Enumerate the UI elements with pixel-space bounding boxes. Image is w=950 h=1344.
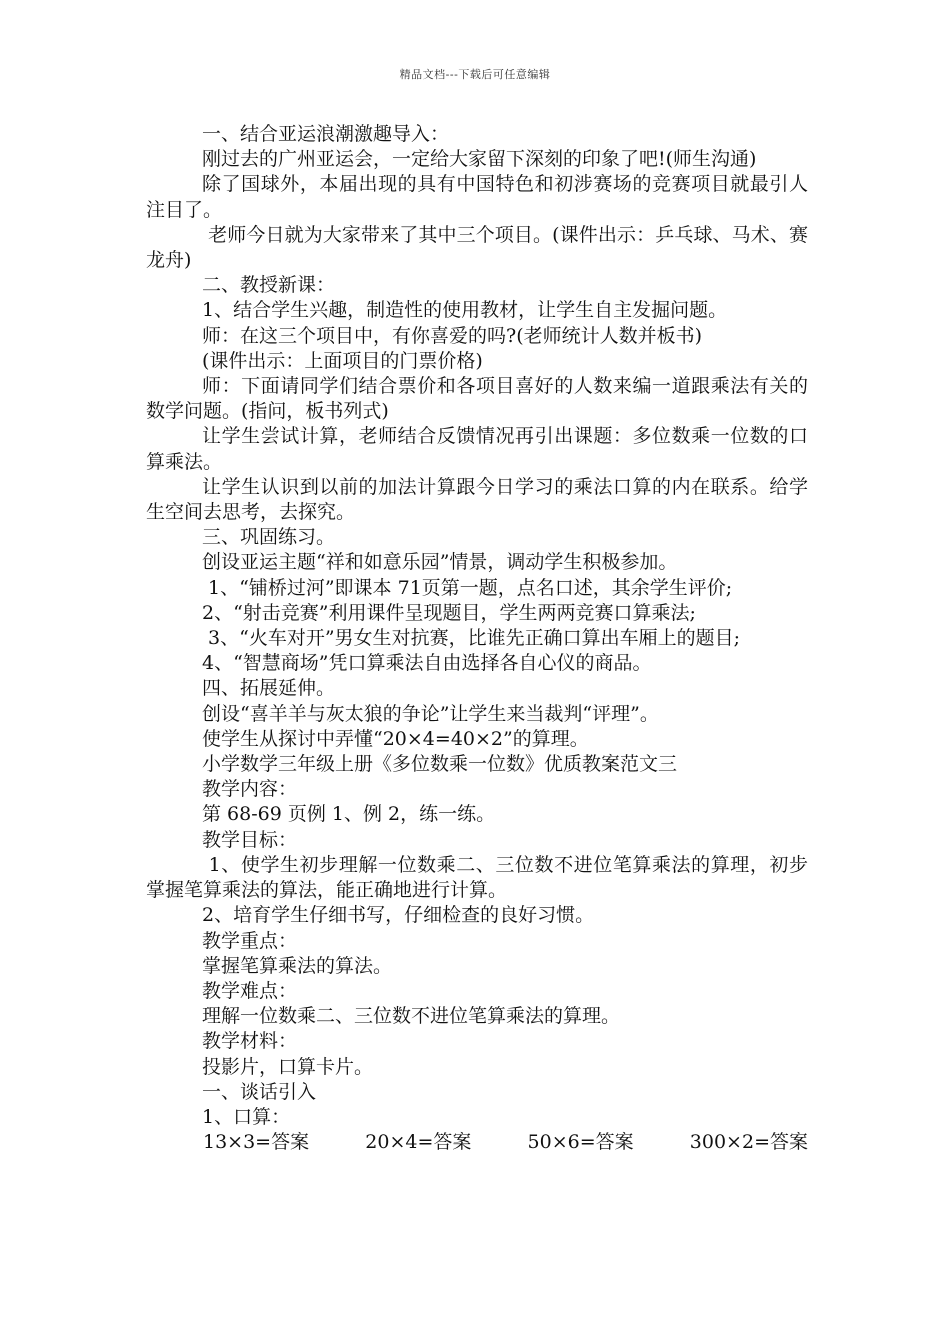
page-header: 精品文档---下载后可任意编辑 [399, 68, 551, 81]
section-heading: 教学重点： [202, 929, 298, 952]
paragraph: 2、培育学生仔细书写，仔细检查的良好习惯。 [202, 904, 595, 927]
section-heading: 一、谈话引入 [202, 1080, 317, 1103]
section-heading: 四、拓展延伸。 [202, 677, 336, 700]
oral-calculation-row [203, 1130, 808, 1155]
section-heading: 教学材料： [202, 1030, 298, 1053]
calculation-item: 300×2=答案 [689, 1131, 808, 1154]
paragraph: 1、结合学生兴趣，制造性的使用教材，让学生自主发掘问题。 [202, 299, 728, 322]
paragraph: 3、“火车对开”男女生对抗赛，比谁先正确口算出车厢上的题目; [202, 627, 740, 650]
paragraph: 使学生从探讨中弄懂“20×4=40×2”的算理。 [202, 727, 589, 750]
paragraph: 老师今日就为大家带来了其中三个项目。(课件出示：乒乓球、马术、赛龙舟) [146, 223, 808, 272]
section-heading: 教学难点： [202, 979, 298, 1002]
paragraph: 刚过去的广州亚运会，一定给大家留下深刻的印象了吧!(师生沟通) [202, 148, 757, 171]
paragraph: 除了国球外，本届出现的具有中国特色和初涉赛场的竞赛项目就最引人注目了。 [146, 173, 808, 221]
calculation-item: 20×4=答案 [365, 1131, 472, 1154]
paragraph: 1、“铺桥过河”即课本 71页第一题，点名口述，其余学生评价; [202, 576, 733, 599]
paragraph: 1、口算： [202, 1105, 291, 1128]
paragraph: 理解一位数乘二、三位数不进位笔算乘法的算理。 [202, 1005, 621, 1028]
paragraph: 掌握笔算乘法的算法。 [202, 954, 393, 977]
paragraph: 让学生认识到以前的加法计算跟今日学习的乘法口算的内在联系。给学生空间去思考，去探究。 [146, 475, 808, 524]
paragraph: 2、“射击竞赛”利用课件呈现题目，学生两两竞赛口算乘法; [202, 601, 696, 624]
paragraph: 创设“喜羊羊与灰太狼的争论”让学生来当裁判“评理”。 [202, 702, 659, 725]
paragraph: 让学生尝试计算，老师结合反馈情况再引出课题：多位数乘一位数的口算乘法。 [146, 425, 808, 473]
section-heading: 三、巩固练习。 [202, 526, 336, 549]
paragraph: 师：下面请同学们结合票价和各项目喜好的人数来编一道跟乘法有关的数学问题。(指问，板书列式) [146, 375, 808, 423]
paragraph: 1、使学生初步理解一位数乘二、三位数不进位笔算乘法的算理，初步掌握笔算乘法的算法，能正确地进行计算。 [146, 853, 808, 902]
paragraph: 师：在这三个项目中，有你喜爱的吗?(老师统计人数并板书) [202, 324, 703, 347]
calculation-item: 50×6=答案 [527, 1131, 634, 1154]
calculation-item: 13×3=答案 [203, 1131, 310, 1154]
section-heading: 教学目标： [202, 828, 298, 851]
paragraph: 投影片，口算卡片。 [202, 1055, 374, 1078]
paragraph: 创设亚运主题“祥和如意乐园”情景，调动学生积极参加。 [202, 551, 678, 574]
paragraph: 第 68-69 页例 1、例 2，练一练。 [202, 803, 496, 826]
paragraph: 一、结合亚运浪潮激趣导入： [202, 123, 450, 145]
section-heading: 二、教授新课： [202, 274, 336, 297]
section-heading: 教学内容： [202, 778, 298, 801]
paragraph: 4、“智慧商场”凭口算乘法自由选择各自心仪的商品。 [202, 652, 652, 675]
paragraph: (课件出示：上面项目的门票价格) [202, 349, 483, 372]
document-body [146, 122, 808, 1155]
document-subtitle: 小学数学三年级上册《多位数乘一位数》优质教案范文三 [202, 753, 678, 776]
